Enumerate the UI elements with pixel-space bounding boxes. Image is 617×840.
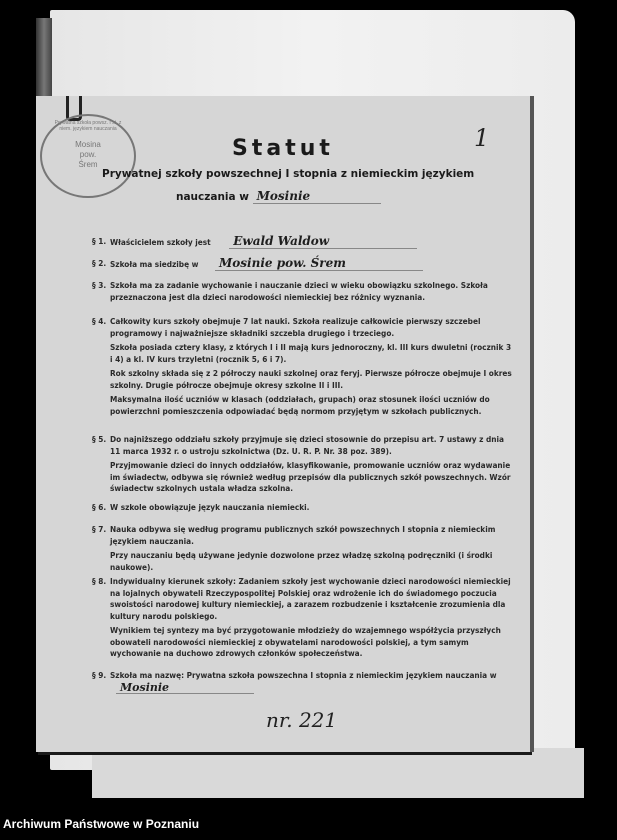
section-number: § 7. <box>92 524 107 534</box>
subtitle-prefix: nauczania w <box>176 191 249 203</box>
section-text: Szkoła ma za zadanie wychowanie i nauczanie dzieci w wieku obowiązku szkolnego. Szkoła przeznaczona jest dla dzieci narodowości niemieckiej bez różnicy wyznania. <box>110 280 488 302</box>
section-3 <box>92 280 512 306</box>
handwritten-page-number: 1 <box>474 124 490 152</box>
handwritten-school-location: Mosinie <box>116 682 254 695</box>
section-1 <box>92 236 512 249</box>
section-5 <box>92 434 512 498</box>
binding-strip <box>36 18 52 98</box>
section-text: Wynikiem tej syntezy ma być przygotowanie młodzieży do wzajemnego współżycia przyszłych obowateli narodowości niemieckiej z obywatelami narodowości polskiej, a tym samym wychowanie na duchowo zdrowych członków społeczeństwa. <box>110 625 501 658</box>
section-text: W szkole obowiązuje język nauczania niemiecki. <box>110 502 310 512</box>
section-7 <box>92 524 512 576</box>
stamp-ring-text: Prywatna szkoła powsz. I st. z niem. językiem nauczania <box>54 120 122 132</box>
section-6 <box>92 502 512 517</box>
section-number: § 5. <box>92 434 107 444</box>
section-text: Rok szkolny składa się z 2 półroczy nauki szkolnej oraz feryj. Pierwsze półrocze obejmuje I okres szkolny. Drugie półrocze obejmuje okresy szkolne II i III. <box>110 368 512 390</box>
section-number: § 2. <box>92 258 107 268</box>
section-text: Maksymalna ilość uczniów w klasach (oddziałach, grupach) oraz stosunek ilości uczniów do powierzchni pomieszczenia odpowiadać będą normom przyjętym w szkołach publicznych. <box>110 394 490 416</box>
document-subtitle-location <box>176 189 381 204</box>
section-8 <box>92 576 512 663</box>
section-number: § 3. <box>92 280 107 290</box>
section-text: Właścicielem szkoły jest <box>110 237 211 247</box>
section-number: § 8. <box>92 576 107 586</box>
stamp-line: Mosina <box>75 140 101 149</box>
section-number: § 4. <box>92 316 107 326</box>
section-number: § 9. <box>92 670 107 680</box>
section-text: Całkowity kurs szkoły obejmuje 7 lat nauki. Szkoła realizuje całkowicie pierwszy szczebel programowy i najważniejsze składniki szczebla drugiego i trzeciego. <box>110 316 481 338</box>
section-text: Szkoła ma siedzibę w <box>110 259 199 269</box>
section-number: § 1. <box>92 236 107 246</box>
section-9 <box>92 670 512 694</box>
page-edge <box>530 96 534 752</box>
underlying-sheet <box>92 748 584 798</box>
handwritten-seat: Mosinie pow. Śrem <box>215 258 423 271</box>
document-title: Statut <box>232 136 334 161</box>
handwritten-owner: Ewald Waldow <box>229 236 417 249</box>
stamp-line: pow. <box>79 150 97 159</box>
section-text: Przy nauczaniu będą używane jedynie dozwolone przez władzę szkolną podręczniki (i środki naukowe). <box>110 550 493 572</box>
section-number: § 6. <box>92 502 107 512</box>
section-text: Indywidualny kierunek szkoły: Zadaniem szkoły jest wychowanie dzieci narodowości niemieckiej na lojalnych obywateli Rzeczypospolitej Polskiej oraz wdrożenie ich do świadomego poczucia swoistości narodowej kultury niemieckiej, a zarazem rozbudzenie i kształcenie zrozumienia dla kultury narodu polskiego. <box>110 576 511 621</box>
archive-watermark: Archiwum Państwowe w Poznaniu <box>3 817 200 831</box>
document-page <box>36 96 530 752</box>
section-4 <box>92 316 512 420</box>
stamp-line: Śrem <box>78 160 98 169</box>
section-text: Nauka odbywa się według programu publicznych szkół powszechnych I stopnia z niemieckim językiem nauczania. <box>110 524 496 546</box>
handwritten-location: Mosinie <box>253 189 381 204</box>
handwritten-record-number: nr. 221 <box>266 708 338 732</box>
section-text: Szkoła posiada cztery klasy, z których I i II mają kurs jednoroczny, kl. III kurs dwuletni (rocznik 3 i 4) a kl. IV kurs trzyletni (rocznik 5, 6 i 7). <box>110 342 512 364</box>
section-text: Przyjmowanie dzieci do innych oddziałów, klasyfikowanie, promowanie uczniów oraz wydawanie im świadectw, odbywa się również według przepisów dla publicznych szkół powszechnych. Wzór świadectw szkolnych ustala władza szkolna. <box>110 460 511 493</box>
section-text: Szkoła ma nazwę: Prywatna szkoła powszechna I stopnia z niemieckim językiem nauczania w <box>110 670 497 680</box>
section-2 <box>92 258 512 271</box>
document-subtitle: Prywatnej szkoły powszechnej I stopnia z niemieckim językiem <box>102 168 475 180</box>
section-text: Do najniższego oddziału szkoły przyjmuje się dzieci stosownie do przepisu art. 7 ustawy z dnia 11 marca 1932 r. o ustroju szkolnictwa (Dz. U. R. P. Nr. 38 poz. 389). <box>110 434 504 456</box>
